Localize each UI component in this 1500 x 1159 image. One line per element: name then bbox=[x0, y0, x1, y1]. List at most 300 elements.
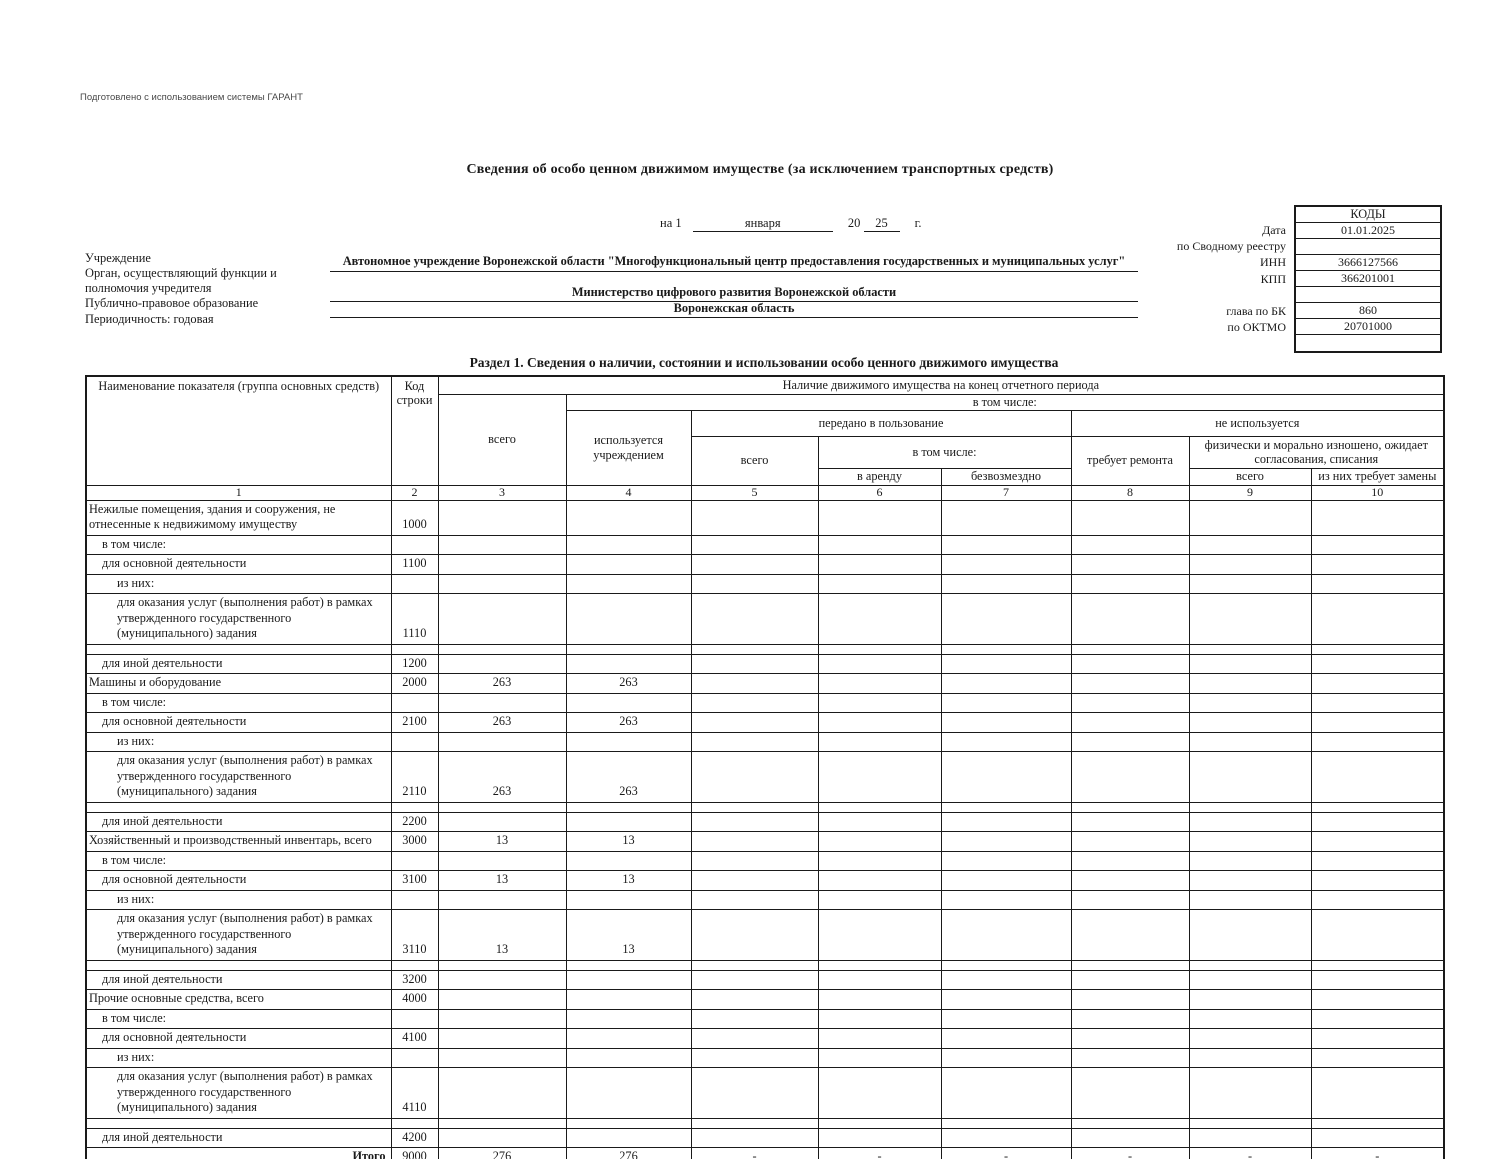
row-value bbox=[1071, 555, 1189, 575]
row-value bbox=[941, 812, 1071, 832]
table-row bbox=[86, 812, 1444, 832]
row-value bbox=[1189, 851, 1311, 871]
header-used-by-institution: используется учреждением bbox=[566, 410, 691, 485]
row-value bbox=[1071, 910, 1189, 961]
row-value bbox=[566, 574, 691, 594]
codes-row-value: 860 bbox=[1296, 303, 1440, 319]
row-value bbox=[818, 832, 941, 852]
row-value bbox=[1189, 890, 1311, 910]
row-value bbox=[1189, 812, 1311, 832]
codes-box-header: КОДЫ bbox=[1296, 207, 1440, 223]
row-value bbox=[1189, 1128, 1311, 1148]
row-value bbox=[1071, 990, 1189, 1010]
row-code: 3000 bbox=[391, 832, 438, 852]
row-value bbox=[691, 1048, 818, 1068]
table-row bbox=[86, 1148, 1444, 1159]
row-value bbox=[1071, 851, 1189, 871]
row-value bbox=[691, 713, 818, 733]
row-value bbox=[941, 832, 1071, 852]
row-value bbox=[566, 851, 691, 871]
row-value bbox=[1071, 574, 1189, 594]
header-transferred-total: всего bbox=[691, 436, 818, 485]
row-value bbox=[691, 832, 818, 852]
row-value bbox=[691, 732, 818, 752]
row-name: из них: bbox=[86, 574, 391, 594]
row-value bbox=[1311, 594, 1444, 645]
row-value: - bbox=[691, 1148, 818, 1159]
row-value bbox=[1311, 1029, 1444, 1049]
row-value bbox=[818, 802, 941, 812]
row-value bbox=[1311, 910, 1444, 961]
row-name: в том числе: bbox=[86, 851, 391, 871]
row-value bbox=[1311, 990, 1444, 1010]
row-code: 9000 bbox=[391, 1148, 438, 1159]
row-value bbox=[438, 990, 566, 1010]
row-value bbox=[438, 970, 566, 990]
row-value bbox=[1071, 890, 1189, 910]
institution-value: Автономное учреждение Воронежской области "Многофункциональный центр предоставления государственных и муниципальных услуг" bbox=[330, 251, 1138, 272]
codes-rows bbox=[1296, 223, 1440, 351]
row-value bbox=[1189, 574, 1311, 594]
row-value bbox=[1071, 713, 1189, 733]
row-value bbox=[566, 594, 691, 645]
row-code: 2000 bbox=[391, 674, 438, 694]
row-name bbox=[86, 1118, 391, 1128]
row-name: Хозяйственный и производственный инвентарь, всего bbox=[86, 832, 391, 852]
row-value bbox=[566, 535, 691, 555]
row-value bbox=[438, 732, 566, 752]
row-value bbox=[1189, 1009, 1311, 1029]
row-value bbox=[941, 1128, 1071, 1148]
row-value bbox=[818, 1029, 941, 1049]
table-row bbox=[86, 1068, 1444, 1119]
row-value bbox=[1071, 960, 1189, 970]
row-value bbox=[1189, 1048, 1311, 1068]
row-value bbox=[818, 960, 941, 970]
date-century: 20 bbox=[847, 216, 861, 230]
public-entity-label: Публично-правовое образование bbox=[85, 296, 259, 310]
column-number: 8 bbox=[1071, 485, 1189, 500]
row-value bbox=[691, 1009, 818, 1029]
row-value bbox=[1071, 832, 1189, 852]
codes-row-label: по Сводному реестру bbox=[1176, 239, 1286, 254]
row-value bbox=[941, 693, 1071, 713]
column-number: 10 bbox=[1311, 485, 1444, 500]
row-code: 1200 bbox=[391, 654, 438, 674]
row-value bbox=[818, 851, 941, 871]
row-value: 263 bbox=[566, 674, 691, 694]
row-value bbox=[691, 910, 818, 961]
row-value bbox=[1071, 1009, 1189, 1029]
table-row bbox=[86, 594, 1444, 645]
row-value bbox=[1071, 1029, 1189, 1049]
header-worn-out: физически и морально изношено, ожидает согласования, списания bbox=[1189, 436, 1444, 468]
column-number: 2 bbox=[391, 485, 438, 500]
row-value bbox=[438, 574, 566, 594]
row-value bbox=[818, 1068, 941, 1119]
row-value bbox=[1311, 1009, 1444, 1029]
row-value bbox=[818, 500, 941, 535]
table-row bbox=[86, 535, 1444, 555]
row-value bbox=[941, 1068, 1071, 1119]
row-value bbox=[818, 732, 941, 752]
row-value: 276 bbox=[438, 1148, 566, 1159]
report-date-line bbox=[660, 216, 921, 232]
row-value bbox=[691, 960, 818, 970]
row-value bbox=[1071, 732, 1189, 752]
row-value bbox=[691, 1128, 818, 1148]
row-value bbox=[1071, 1048, 1189, 1068]
row-value bbox=[1189, 1068, 1311, 1119]
row-value bbox=[1311, 1068, 1444, 1119]
row-value bbox=[818, 890, 941, 910]
row-value bbox=[818, 812, 941, 832]
row-value bbox=[566, 644, 691, 654]
codes-row-value: 3666127566 bbox=[1296, 255, 1440, 271]
row-value bbox=[1311, 500, 1444, 535]
row-value bbox=[941, 970, 1071, 990]
row-value bbox=[1311, 555, 1444, 575]
row-value: - bbox=[1311, 1148, 1444, 1159]
row-value bbox=[1071, 1118, 1189, 1128]
column-number: 4 bbox=[566, 485, 691, 500]
codes-row-label: по ОКТМО bbox=[1227, 320, 1286, 335]
row-value bbox=[566, 812, 691, 832]
row-value bbox=[566, 1029, 691, 1049]
codes-row-label: Дата bbox=[1262, 223, 1286, 237]
table-row bbox=[86, 693, 1444, 713]
codes-row-value bbox=[1296, 335, 1440, 351]
section-title: Раздел 1. Сведения о наличии, состоянии и использовании особо ценного движимого имущества bbox=[469, 355, 1059, 370]
institution-label: Учреждение bbox=[85, 251, 151, 265]
row-value bbox=[1189, 970, 1311, 990]
row-code bbox=[391, 1009, 438, 1029]
row-name: для иной деятельности bbox=[86, 812, 391, 832]
row-value bbox=[691, 752, 818, 803]
row-value bbox=[1311, 693, 1444, 713]
table-row bbox=[86, 1009, 1444, 1029]
row-value bbox=[438, 1068, 566, 1119]
row-value bbox=[818, 693, 941, 713]
row-value bbox=[1311, 674, 1444, 694]
row-name: для основной деятельности bbox=[86, 871, 391, 891]
row-value bbox=[566, 555, 691, 575]
row-value bbox=[1071, 594, 1189, 645]
spacer-row bbox=[86, 1118, 1444, 1128]
row-code: 4110 bbox=[391, 1068, 438, 1119]
table-row bbox=[86, 500, 1444, 535]
header-total: всего bbox=[438, 394, 566, 485]
row-value bbox=[818, 1048, 941, 1068]
row-value bbox=[691, 1029, 818, 1049]
row-code bbox=[391, 644, 438, 654]
row-value bbox=[818, 910, 941, 961]
header-transferred: передано в пользование bbox=[691, 410, 1071, 436]
row-value bbox=[1189, 1029, 1311, 1049]
row-value: 263 bbox=[566, 752, 691, 803]
row-value bbox=[691, 890, 818, 910]
table-row bbox=[86, 1029, 1444, 1049]
row-value bbox=[1189, 535, 1311, 555]
row-value bbox=[1189, 555, 1311, 575]
row-value bbox=[566, 500, 691, 535]
row-code bbox=[391, 693, 438, 713]
row-name: для иной деятельности bbox=[86, 1128, 391, 1148]
row-value bbox=[438, 802, 566, 812]
row-value bbox=[941, 574, 1071, 594]
codes-area bbox=[1126, 205, 1442, 353]
header-rent: в аренду bbox=[818, 468, 941, 485]
table-row bbox=[86, 910, 1444, 961]
row-name: Прочие основные средства, всего bbox=[86, 990, 391, 1010]
codes-row-label: ИНН bbox=[1260, 255, 1286, 270]
row-value bbox=[1189, 990, 1311, 1010]
row-code bbox=[391, 574, 438, 594]
row-value: 13 bbox=[566, 832, 691, 852]
header-including-b: в том числе: bbox=[818, 436, 1071, 468]
row-name: в том числе: bbox=[86, 535, 391, 555]
row-value bbox=[566, 990, 691, 1010]
row-name: Машины и оборудование bbox=[86, 674, 391, 694]
row-value bbox=[1311, 802, 1444, 812]
row-value bbox=[691, 654, 818, 674]
row-value bbox=[566, 1048, 691, 1068]
row-value bbox=[566, 1068, 691, 1119]
row-value bbox=[1071, 654, 1189, 674]
row-value bbox=[566, 654, 691, 674]
row-value bbox=[1311, 654, 1444, 674]
header-gratis: безвозмездно bbox=[941, 468, 1071, 485]
date-month: января bbox=[693, 216, 833, 232]
row-value bbox=[438, 693, 566, 713]
row-value bbox=[691, 812, 818, 832]
row-value bbox=[691, 851, 818, 871]
header-not-used: не используется bbox=[1071, 410, 1444, 436]
row-value: 263 bbox=[438, 752, 566, 803]
row-value: 13 bbox=[438, 832, 566, 852]
codes-box bbox=[1294, 205, 1442, 353]
row-value bbox=[818, 594, 941, 645]
row-value bbox=[818, 654, 941, 674]
row-value bbox=[818, 871, 941, 891]
row-value bbox=[941, 500, 1071, 535]
row-value bbox=[818, 644, 941, 654]
row-value bbox=[818, 752, 941, 803]
row-value bbox=[438, 890, 566, 910]
row-code: 1110 bbox=[391, 594, 438, 645]
row-value bbox=[1189, 674, 1311, 694]
row-code: 2100 bbox=[391, 713, 438, 733]
row-value bbox=[691, 644, 818, 654]
row-value: 13 bbox=[566, 910, 691, 961]
header-needs-replacement: из них требует замены bbox=[1311, 468, 1444, 485]
column-number: 3 bbox=[438, 485, 566, 500]
row-value bbox=[941, 960, 1071, 970]
row-value: - bbox=[818, 1148, 941, 1159]
row-value bbox=[818, 1128, 941, 1148]
row-value bbox=[1189, 871, 1311, 891]
row-value: 263 bbox=[438, 674, 566, 694]
row-name: в том числе: bbox=[86, 693, 391, 713]
row-value bbox=[438, 1128, 566, 1148]
row-value bbox=[941, 871, 1071, 891]
row-value bbox=[1071, 535, 1189, 555]
header-needs-repair: требует ремонта bbox=[1071, 436, 1189, 485]
row-value bbox=[941, 910, 1071, 961]
table-row bbox=[86, 970, 1444, 990]
row-value bbox=[566, 1118, 691, 1128]
row-code: 1000 bbox=[391, 500, 438, 535]
row-value bbox=[941, 1048, 1071, 1068]
row-value bbox=[438, 555, 566, 575]
row-value bbox=[691, 574, 818, 594]
row-value bbox=[1189, 654, 1311, 674]
row-value bbox=[818, 1009, 941, 1029]
row-value bbox=[691, 1118, 818, 1128]
row-name bbox=[86, 802, 391, 812]
row-name: из них: bbox=[86, 1048, 391, 1068]
row-value bbox=[691, 674, 818, 694]
table-row bbox=[86, 1128, 1444, 1148]
row-value bbox=[941, 644, 1071, 654]
row-value bbox=[1311, 574, 1444, 594]
table-row bbox=[86, 752, 1444, 803]
row-value bbox=[691, 555, 818, 575]
row-value bbox=[438, 1118, 566, 1128]
row-name: для оказания услуг (выполнения работ) в рамках утвержденного государственного (муниципального) задания bbox=[86, 752, 391, 803]
row-value bbox=[941, 732, 1071, 752]
row-value bbox=[438, 1029, 566, 1049]
codes-labels bbox=[1126, 205, 1294, 353]
spacer-row bbox=[86, 802, 1444, 812]
table-row bbox=[86, 674, 1444, 694]
row-value: - bbox=[941, 1148, 1071, 1159]
row-value bbox=[1311, 752, 1444, 803]
row-name: для иной деятельности bbox=[86, 970, 391, 990]
row-value bbox=[438, 1048, 566, 1068]
row-code bbox=[391, 1048, 438, 1068]
row-value bbox=[691, 802, 818, 812]
row-value bbox=[566, 802, 691, 812]
column-number: 7 bbox=[941, 485, 1071, 500]
row-value bbox=[566, 970, 691, 990]
garant-watermark: Подготовлено с использованием системы ГАРАНТ bbox=[80, 92, 303, 103]
row-value: 13 bbox=[438, 910, 566, 961]
row-value bbox=[818, 555, 941, 575]
codes-row-label: КПП bbox=[1260, 271, 1286, 286]
row-value bbox=[1311, 970, 1444, 990]
table-row bbox=[86, 832, 1444, 852]
row-value bbox=[818, 535, 941, 555]
row-name: для оказания услуг (выполнения работ) в рамках утвержденного государственного (муниципального) задания bbox=[86, 594, 391, 645]
row-value bbox=[1189, 594, 1311, 645]
row-value bbox=[566, 960, 691, 970]
row-value bbox=[566, 1128, 691, 1148]
row-value bbox=[1311, 1048, 1444, 1068]
row-value bbox=[438, 535, 566, 555]
table-row bbox=[86, 890, 1444, 910]
header-code-column: Код строки bbox=[391, 376, 438, 485]
date-year: 25 bbox=[864, 216, 900, 232]
header-presence: Наличие движимого имущества на конец отчетного периода bbox=[438, 376, 1444, 394]
row-name: из них: bbox=[86, 890, 391, 910]
row-value bbox=[1071, 812, 1189, 832]
row-value bbox=[1189, 910, 1311, 961]
codes-row-value: 366201001 bbox=[1296, 271, 1440, 287]
spacer-row bbox=[86, 644, 1444, 654]
table-body bbox=[86, 500, 1444, 1159]
row-value bbox=[1071, 970, 1189, 990]
row-code: 4100 bbox=[391, 1029, 438, 1049]
row-value bbox=[438, 851, 566, 871]
table-row bbox=[86, 851, 1444, 871]
row-value: 276 bbox=[566, 1148, 691, 1159]
column-number: 1 bbox=[86, 485, 391, 500]
row-value bbox=[1311, 1128, 1444, 1148]
row-code bbox=[391, 535, 438, 555]
row-value bbox=[1071, 871, 1189, 891]
row-value bbox=[1071, 752, 1189, 803]
row-value bbox=[1189, 752, 1311, 803]
date-prefix: на 1 bbox=[660, 216, 682, 230]
table-row bbox=[86, 555, 1444, 575]
row-name: для основной деятельности bbox=[86, 713, 391, 733]
row-value: 263 bbox=[566, 713, 691, 733]
row-value bbox=[1311, 535, 1444, 555]
row-value bbox=[818, 674, 941, 694]
row-value bbox=[1071, 644, 1189, 654]
row-value bbox=[1189, 732, 1311, 752]
row-value bbox=[1071, 1128, 1189, 1148]
row-value bbox=[438, 812, 566, 832]
table-row bbox=[86, 990, 1444, 1010]
header-including-a: в том числе: bbox=[566, 394, 1444, 410]
row-value bbox=[1311, 644, 1444, 654]
row-value bbox=[1311, 1118, 1444, 1128]
row-value bbox=[566, 890, 691, 910]
codes-row-value: 20701000 bbox=[1296, 319, 1440, 335]
row-value bbox=[1189, 802, 1311, 812]
row-value bbox=[941, 674, 1071, 694]
periodicity-label: Периодичность: годовая bbox=[85, 312, 214, 326]
row-value bbox=[1189, 713, 1311, 733]
row-value bbox=[438, 960, 566, 970]
row-value bbox=[1311, 732, 1444, 752]
table-row bbox=[86, 871, 1444, 891]
table-row bbox=[86, 574, 1444, 594]
row-name: для основной деятельности bbox=[86, 555, 391, 575]
codes-row-label bbox=[1126, 335, 1294, 351]
column-numbers-row bbox=[86, 485, 1444, 500]
row-code bbox=[391, 802, 438, 812]
row-value bbox=[438, 594, 566, 645]
row-value bbox=[691, 970, 818, 990]
row-value bbox=[438, 1009, 566, 1029]
public-entity-value: Воронежская область bbox=[330, 299, 1138, 318]
row-value bbox=[818, 970, 941, 990]
row-name: для оказания услуг (выполнения работ) в рамках утвержденного государственного (муниципального) задания bbox=[86, 910, 391, 961]
row-value bbox=[941, 1118, 1071, 1128]
row-code: 4200 bbox=[391, 1128, 438, 1148]
column-number: 9 bbox=[1189, 485, 1311, 500]
row-value bbox=[941, 654, 1071, 674]
row-value bbox=[941, 990, 1071, 1010]
row-name bbox=[86, 960, 391, 970]
row-value bbox=[818, 713, 941, 733]
row-value bbox=[691, 693, 818, 713]
founder-value: Министерство цифрового развития Воронежской области bbox=[330, 283, 1138, 302]
row-name: для оказания услуг (выполнения работ) в рамках утвержденного государственного (муниципального) задания bbox=[86, 1068, 391, 1119]
